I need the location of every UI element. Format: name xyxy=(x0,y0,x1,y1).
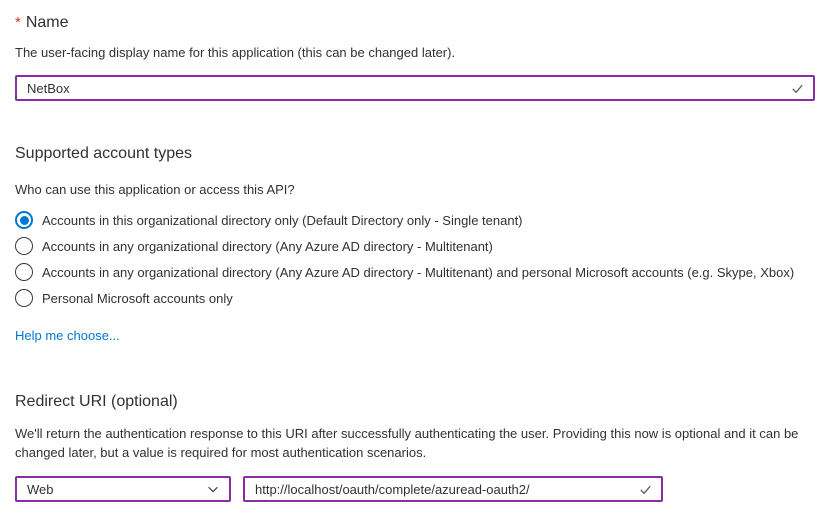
redirect-uri-description-line2: changed later, but a value is required for most authentication scenarios. xyxy=(15,445,427,460)
radio-option-label: Personal Microsoft accounts only xyxy=(42,290,233,306)
radio-option-personal-only[interactable] xyxy=(15,285,815,311)
account-types-title: Supported account types xyxy=(15,145,193,162)
radio-icon[interactable] xyxy=(15,263,33,281)
name-title-text: Name xyxy=(25,14,69,31)
radio-option-label: Accounts in any organizational directory (Any Azure AD directory - Multitenant) xyxy=(42,238,493,254)
required-asterisk: * xyxy=(15,14,21,31)
name-description: The user-facing display name for this application (this can be changed later). xyxy=(15,45,456,60)
redirect-uri-input-wrapper xyxy=(243,476,663,502)
redirect-uri-controls xyxy=(15,476,815,502)
radio-icon[interactable] xyxy=(15,211,33,229)
radio-option-label: Accounts in any organizational directory (Any Azure AD directory - Multitenant) and personal Microsoft accounts (e.g. Skype, Xbox) xyxy=(42,264,795,280)
redirect-uri-description-line1: We'll return the authentication response to this URI after successfully authenticating the user. Providing this now is optional and it can be xyxy=(15,426,799,441)
radio-option-multitenant[interactable] xyxy=(15,233,815,259)
radio-icon[interactable] xyxy=(15,237,33,255)
platform-select-value: Web xyxy=(27,481,54,497)
chevron-down-icon xyxy=(206,482,220,496)
checkmark-icon xyxy=(790,81,805,96)
checkmark-icon xyxy=(638,482,653,497)
name-section xyxy=(15,12,815,101)
name-section-title xyxy=(15,12,815,33)
redirect-uri-description xyxy=(15,424,815,462)
name-input-wrapper xyxy=(15,75,815,101)
account-types-question: Who can use this application or access this API? xyxy=(15,182,295,197)
radio-option-label: Accounts in this organizational directory only (Default Directory only - Single tenant) xyxy=(42,212,523,228)
name-input[interactable] xyxy=(27,81,790,96)
help-me-choose-link[interactable]: Help me choose... xyxy=(15,328,120,343)
redirect-uri-title: Redirect URI (optional) xyxy=(15,393,178,410)
redirect-uri-section xyxy=(15,391,815,502)
account-types-section xyxy=(15,143,815,345)
radio-icon[interactable] xyxy=(15,289,33,307)
radio-option-multitenant-personal[interactable] xyxy=(15,259,815,285)
platform-select[interactable] xyxy=(15,476,231,502)
radio-option-single-tenant[interactable] xyxy=(15,207,815,233)
redirect-uri-input[interactable] xyxy=(255,482,638,497)
